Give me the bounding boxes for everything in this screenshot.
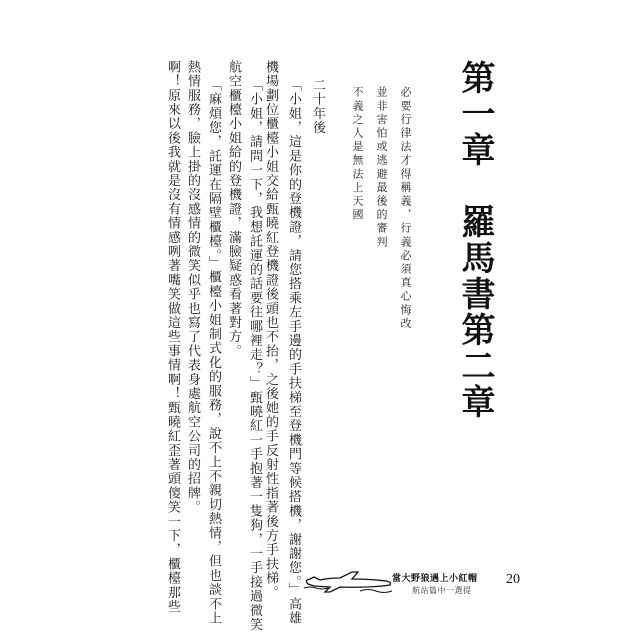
page-number: 20 bbox=[506, 572, 520, 587]
body-line-5: 航空櫃檯小姐給的登機證，滿臉疑惑看著對方。 bbox=[226, 60, 241, 359]
book-subtitle: 航站篇中一選提 bbox=[412, 586, 472, 595]
body-line-2: 「小姐，這是你的登機證，請您搭乘左手邊的手扶梯至登機門等候搭機，謝謝您。」高雄 bbox=[286, 78, 301, 626]
book-title: 當大野狼遇上小紅帽 bbox=[392, 574, 478, 584]
body-line-8: 啊！原來以後我就是沒有情感咧著嘴笑做這些事情啊！甄曉紅歪著頭傻笑一下，櫃檯那些 bbox=[165, 60, 180, 614]
body-line-1: 二十年後 bbox=[310, 78, 325, 135]
body-line-6: 「麻煩您，託運在隔壁櫃檯。」櫃檯小姐制式化的服務，說不上不親切熱情，但也談不上 bbox=[206, 78, 221, 626]
body-line-7: 熱情服務，臉上掛的沒感情的微笑似乎也寫了代表身處航空公司的招牌。 bbox=[185, 60, 200, 515]
epigraph-line-3: 不義之人是無法上天國 bbox=[351, 86, 364, 222]
epigraph-line-2: 並非害怕或逃避最後的審判 bbox=[375, 86, 388, 250]
airplane-logo bbox=[300, 566, 400, 596]
body-line-3: 機場劃位櫃檯小姐交給甄曉紅登機證後頭也不抬，之後她的手反射性指著後方手扶梯。 bbox=[263, 60, 278, 600]
epigraph-line-1: 必要行律法才得稱義，行義必須真心悔改 bbox=[399, 86, 412, 331]
body-line-4: 「小姐，請問一下，我想託運的話要往哪裡走？」甄曉紅一手抱著一隻狗，一手接過微笑 bbox=[247, 78, 262, 632]
chapter-title: 第一章 羅馬書第二章 bbox=[455, 60, 495, 420]
